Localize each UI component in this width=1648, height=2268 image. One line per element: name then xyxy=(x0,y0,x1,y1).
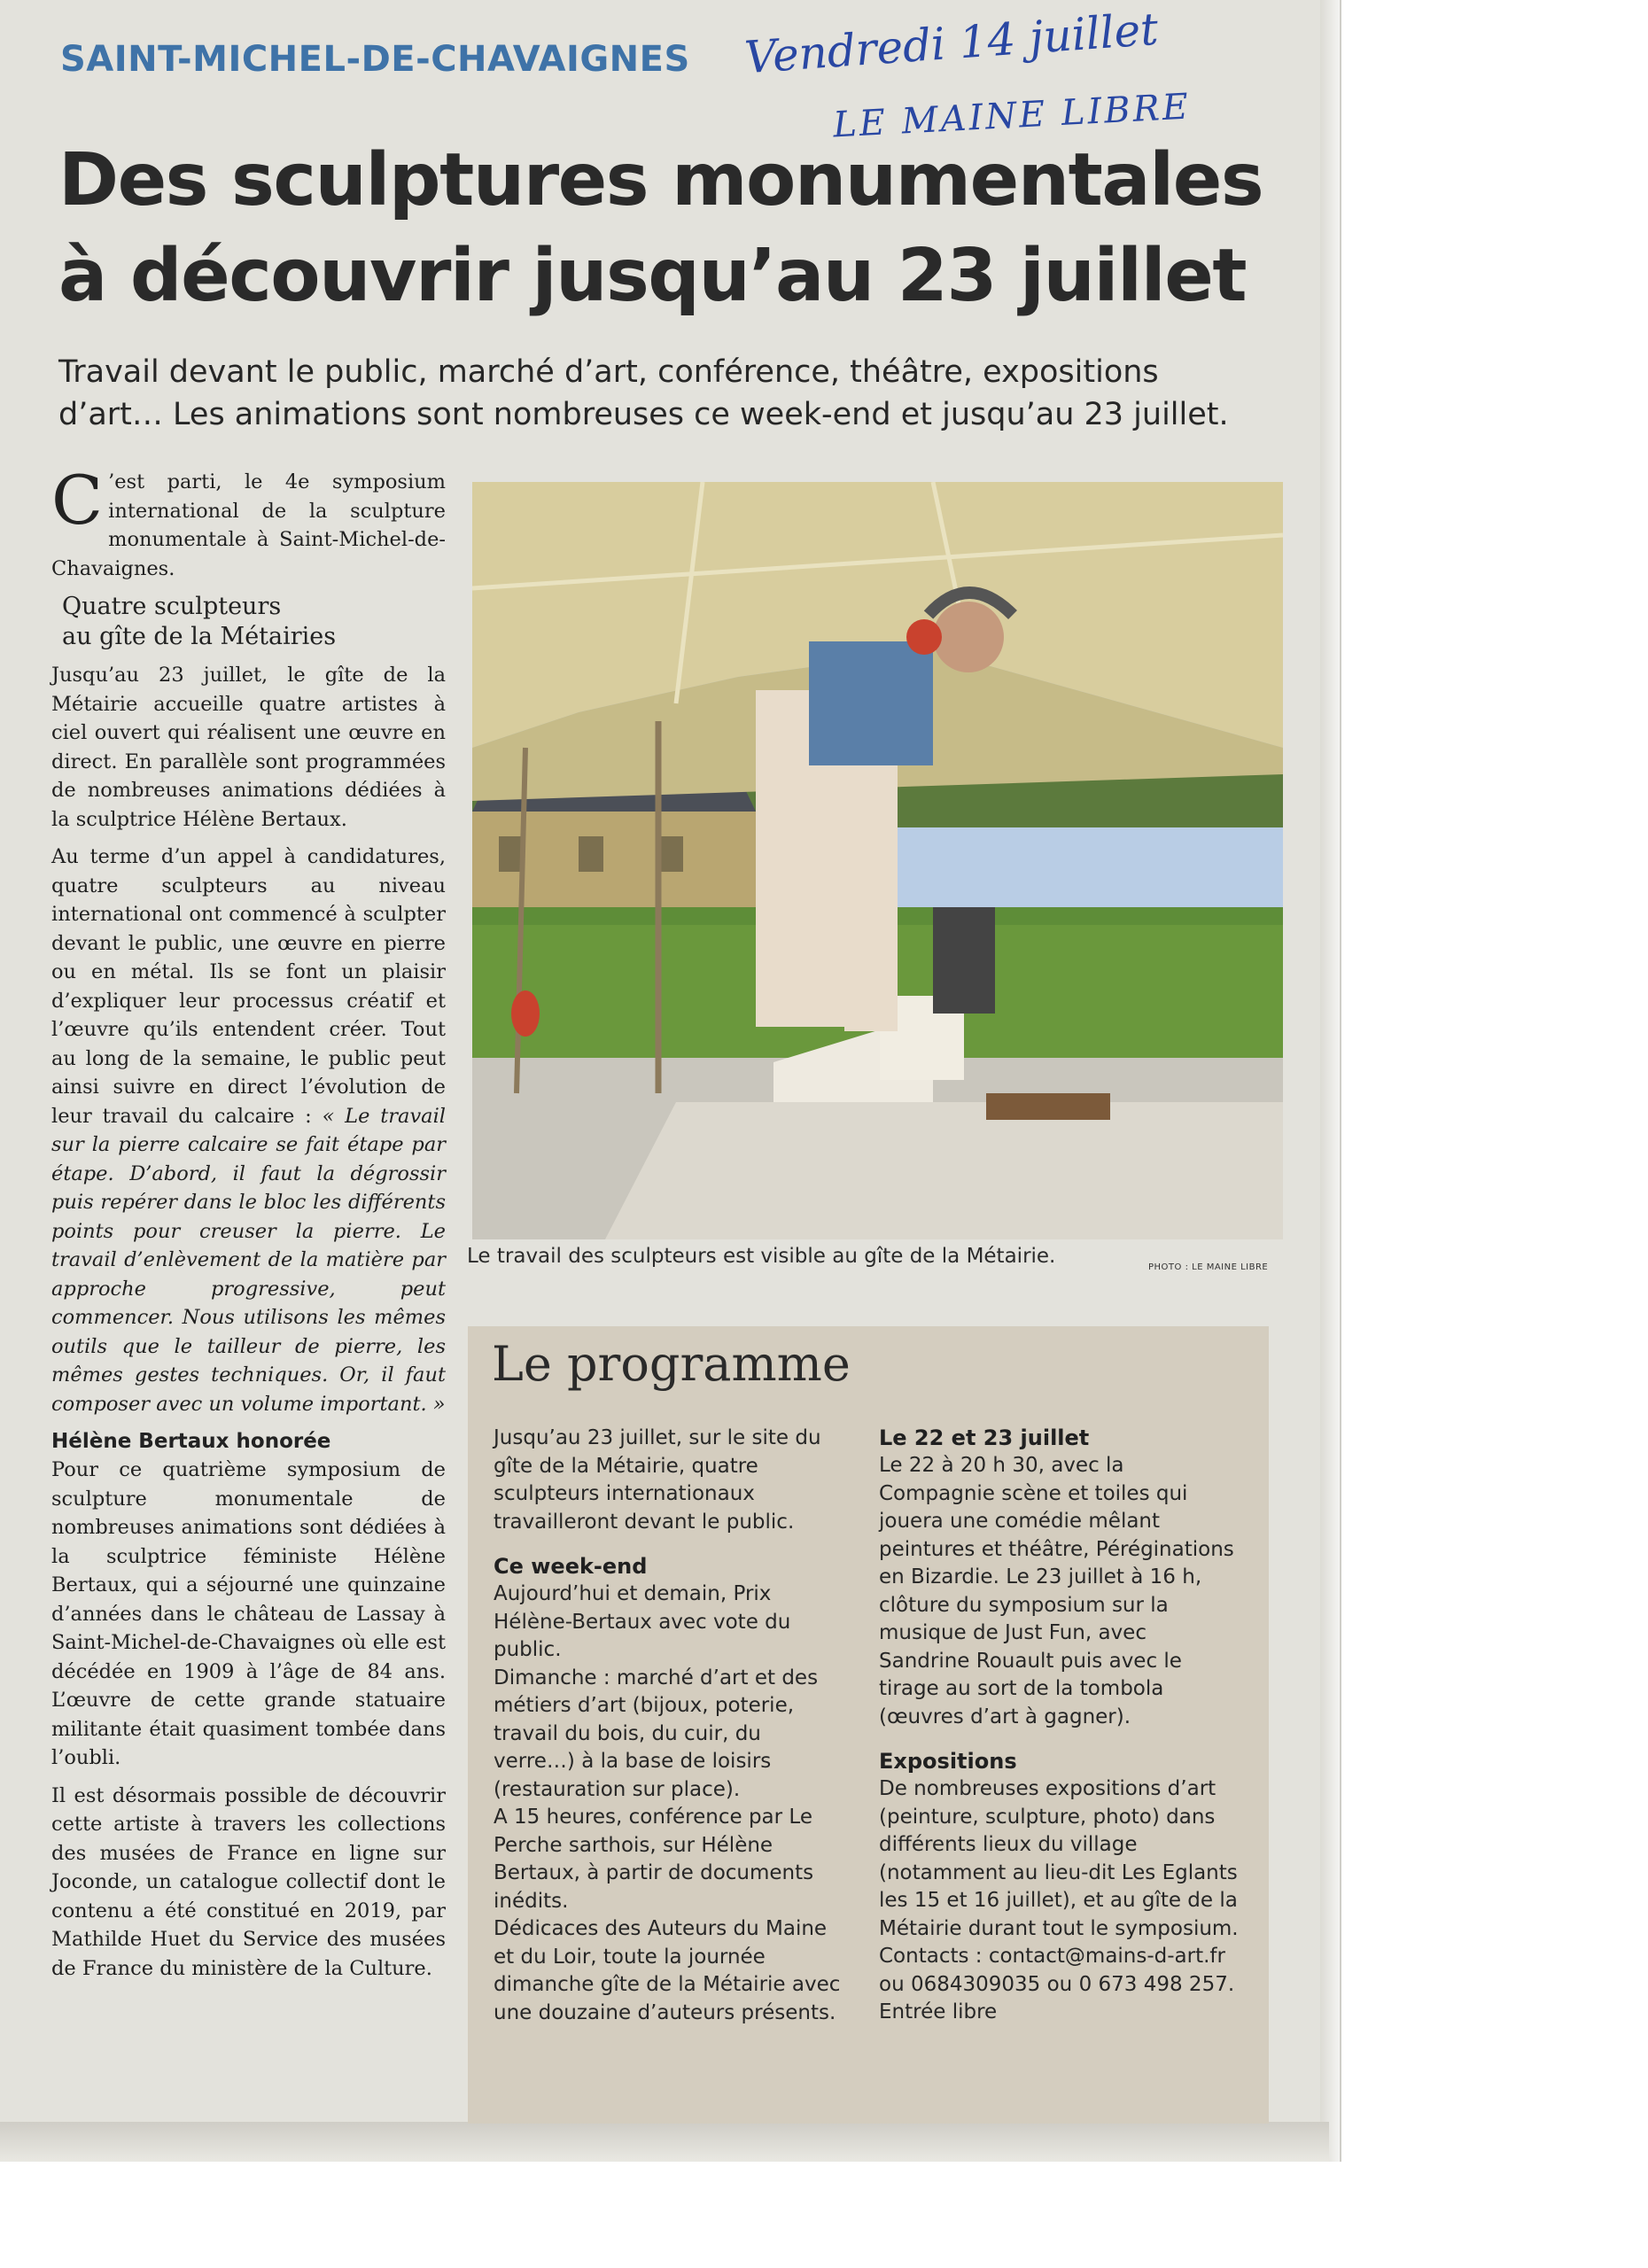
weekend-item: Dédicaces des Auteurs du Maine et du Loir, toute la journée dimanche gîte de la Métairie avec une douzaine d’auteurs présents. xyxy=(494,1917,841,2024)
weekend-item: Aujourd’hui et demain, Prix Hélène-Bertaux avec vote du public. xyxy=(494,1582,791,1661)
handwritten-date: Vendredi 14 juillet xyxy=(742,3,1161,84)
standfirst xyxy=(58,351,1299,436)
section-label: SAINT-MICHEL-DE-CHAVAIGNES xyxy=(60,39,690,80)
subhead-helene-bertaux: Hélène Bertaux honorée xyxy=(51,1430,331,1453)
subhead-line-2: au gîte de la Métairies xyxy=(62,623,337,650)
sculptor-photo-illustration xyxy=(472,482,1283,1239)
subhead-quatre-sculpteurs xyxy=(62,592,446,652)
programme-title: Le programme xyxy=(492,1336,851,1392)
article-body xyxy=(51,461,446,1992)
headline-line-1: Des sculptures monumentales xyxy=(58,138,1263,222)
article-paragraph: Jusqu’au 23 juillet, le gîte de la Métairie accueille quatre artistes à ciel ouvert qui réalisent une œuvre en direct. En parallèle sont programmées de nombreuses animations dédiées à la sculptrice Hélène Bertaux. xyxy=(51,664,446,831)
clipping-edge xyxy=(1320,0,1340,2162)
weekend-item: A 15 heures, conférence par Le Perche sarthois, sur Hélène Bertaux, à partir de documents inédits. xyxy=(494,1806,814,1913)
article-paragraph: Il est désormais possible de découvrir cette artiste à travers les collections des musées de France en ligne sur Joconde, un catalogue collectif dont le contenu a été constitué en 2019, par Mathilde Huet du Service des musées de France du ministère de la Culture. xyxy=(51,1783,446,1980)
paragraph-text: Au terme d’un appel à candidatures, quatre sculpteurs au niveau international ont commencé à sculpter devant le public, une œuvre en pierre ou en métal. Ils se font un plaisir d’expliquer leur processus créatif et l’œuvre qu’ils entendent créer. Tout au long de la semaine, le public peut ainsi suivre en direct l’évolution de leur travail du calcaire : xyxy=(51,845,446,1128)
handwritten-newspaper-name: LE MAINE LIBRE xyxy=(832,86,1193,146)
standfirst-line-2: d’art… Les animations sont nombreuses ce week-end et jusqu’au 23 juillet. xyxy=(58,397,1229,432)
expositions-text: De nombreuses expositions d’art (peinture, sculpture, photo) dans différents lieux du village (notamment au lieu-dit Les Eglants les 15 et 16 juillet), et au gîte de la Métairie durant tout le symposium. xyxy=(879,1777,1239,1940)
programme-intro: Jusqu’au 23 juillet, sur le site du gîte de la Métairie, quatre sculpteurs internationaux travailleront devant le public. xyxy=(494,1426,821,1534)
weekend-heading: Ce week-end xyxy=(494,1554,648,1579)
sculptor-photo xyxy=(472,482,1283,1239)
sculptor-quote: « Le travail sur la pierre calcaire se fait étape par étape. D’abord, il faut la dégrossir puis repérer dans le bloc les différents points pour creuser la pierre. Le travail d’enlèvement de la matière par approche progressive, peut commencer. Nous utilisons les mêmes outils que le tailleur de pierre, les mêmes gestes techniques. Or, il faut composer avec un volume important. » xyxy=(51,1104,446,1416)
july-text: Le 22 à 20 h 30, avec la Compagnie scène et toiles qui jouera une comédie mêlant peintures et théâtre, Péréginations en Bizardie. Le 23 juillet à 16 h, clôture du symposium sur la musique de Just Fun, avec Sandrine Rouault puis avec le tirage au sort de la tombola (œuvres d’art à gagner). xyxy=(879,1454,1234,1728)
drop-cap: C xyxy=(51,461,104,540)
contacts-text: Contacts : contact@mains-d-art.fr ou 0684309035 ou 0 673 498 257. Entrée libre xyxy=(879,1945,1235,2023)
standfirst-line-1: Travail devant le public, marché d’art, conférence, théâtre, expositions xyxy=(58,354,1159,390)
july-heading: Le 22 et 23 juillet xyxy=(879,1425,1090,1450)
headline-line-2: à découvrir jusqu’au 23 juillet xyxy=(58,234,1247,318)
photo-credit: PHOTO : LE MAINE LIBRE xyxy=(1148,1262,1269,1272)
headline xyxy=(58,133,1281,324)
programme-column-2 xyxy=(879,1424,1242,2027)
photo-caption: Le travail des sculpteurs est visible au gîte de la Métairie. xyxy=(467,1245,1056,1268)
intro-text: ’est parti, le 4e symposium international de la sculpture monumentale à Saint-Michel-de-Chavaignes. xyxy=(51,470,446,580)
expositions-heading: Expositions xyxy=(879,1749,1017,1774)
subhead-line-1: Quatre sculpteurs xyxy=(62,593,282,620)
article-paragraph: Pour ce quatrième symposium de sculpture monumentale de nombreuses animations sont dédiées à la sculptrice féministe Hélène Bertaux, qui a séjourné une quinzaine d’années dans le château de Lassay à Saint-Michel-de-Chavaignes où elle est décédée en 1909 à l’âge de 84 ans. L’œuvre de cette grande statuaire militante était quasiment tombée dans l’oubli. xyxy=(51,1458,446,1769)
programme-column-1 xyxy=(494,1425,843,2027)
weekend-item: Dimanche : marché d’art et des métiers d’art (bijoux, poterie, travail du bois, du cuir, du verre…) à la base de loisirs (restauration sur place). xyxy=(494,1666,819,1801)
torn-bottom-strip xyxy=(0,2122,1329,2162)
article-intro xyxy=(51,461,446,583)
article-paragraph xyxy=(51,843,446,1418)
